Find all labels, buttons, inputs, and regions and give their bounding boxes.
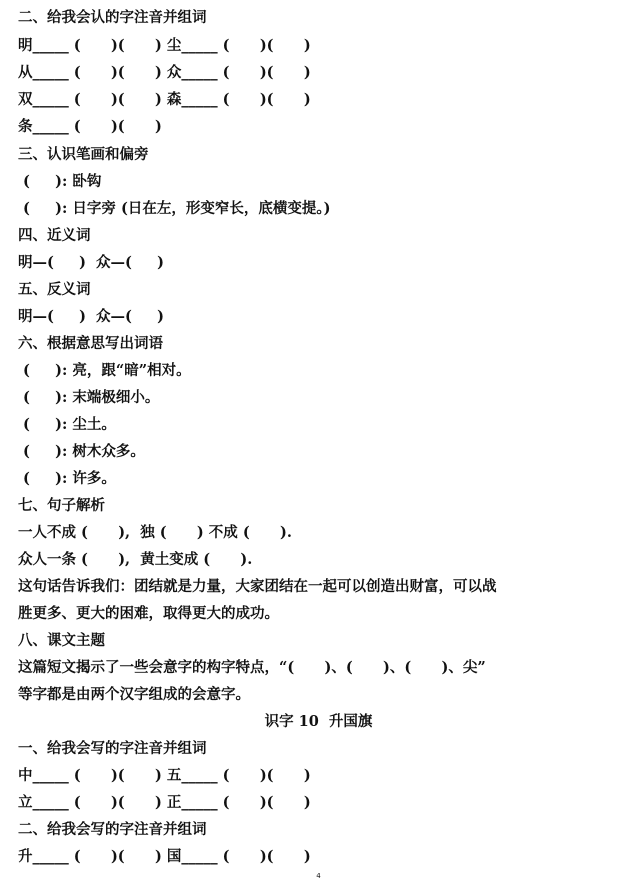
line-25: 这篇短文揭示了一些会意字的构字特点，“( )、( )、( )、尖” (18, 659, 486, 676)
line-32: 升_____ ( )( ) 国_____ ( )( ) (18, 848, 311, 865)
line-26: 等字都是由两个汉字组成的会意字。 (18, 686, 250, 703)
line-17: ( ): 树木众多。 (18, 443, 145, 460)
line-31: 二、给我会写的字注音并组词 (18, 821, 207, 838)
line-22: 这句话告诉我们：团结就是力量，大家团结在一起可以创造出财富，可以战 (18, 578, 497, 595)
line-6: 三、认识笔画和偏旁 (18, 146, 149, 163)
line-14: ( ): 亮，跟“暗”相对。 (18, 362, 191, 379)
line-7: ( ): 卧钩 (18, 173, 102, 190)
line-12: 明—( ) 众—( ) (18, 308, 165, 325)
line-21: 众人一条 ( ), 黄土变成 ( ). (18, 551, 253, 568)
line-19: 七、句子解析 (18, 497, 105, 514)
line-4: 双_____ ( )( ) 森_____ ( )( ) (18, 91, 311, 108)
line-8: ( ): 日字旁 (日在左，形变窄长，底横变提。) (18, 200, 331, 217)
line-10: 明—( ) 众—( ) (18, 254, 165, 271)
line-13: 六、根据意思写出词语 (18, 335, 163, 352)
line-5: 条_____ ( )( ) (18, 118, 162, 135)
line-20: 一人不成 ( ), 独 ( ) 不成 ( ). (18, 524, 292, 541)
line-24: 八、课文主题 (18, 632, 105, 649)
line-29: 中_____ ( )( ) 五_____ ( )( ) (18, 767, 311, 784)
page-number: 4 (316, 872, 321, 880)
line-11: 五、反义词 (18, 281, 91, 298)
line-23: 胜更多、更大的困难，取得更大的成功。 (18, 605, 279, 622)
line-18: ( ): 许多。 (18, 470, 116, 487)
section-title: 识字 10 升国旗 (264, 713, 373, 730)
line-9: 四、近义词 (18, 227, 91, 244)
line-28: 一、给我会写的字注音并组词 (18, 740, 207, 757)
line-16: ( ): 尘土。 (18, 416, 116, 433)
line-30: 立_____ ( )( ) 正_____ ( )( ) (18, 794, 311, 811)
line-3: 从_____ ( )( ) 众_____ ( )( ) (18, 64, 311, 81)
line-1: 二、给我会认的字注音并组词 (18, 9, 207, 26)
line-15: ( ): 末端极细小。 (18, 389, 160, 406)
line-2: 明_____ ( )( ) 尘_____ ( )( ) (18, 37, 311, 54)
